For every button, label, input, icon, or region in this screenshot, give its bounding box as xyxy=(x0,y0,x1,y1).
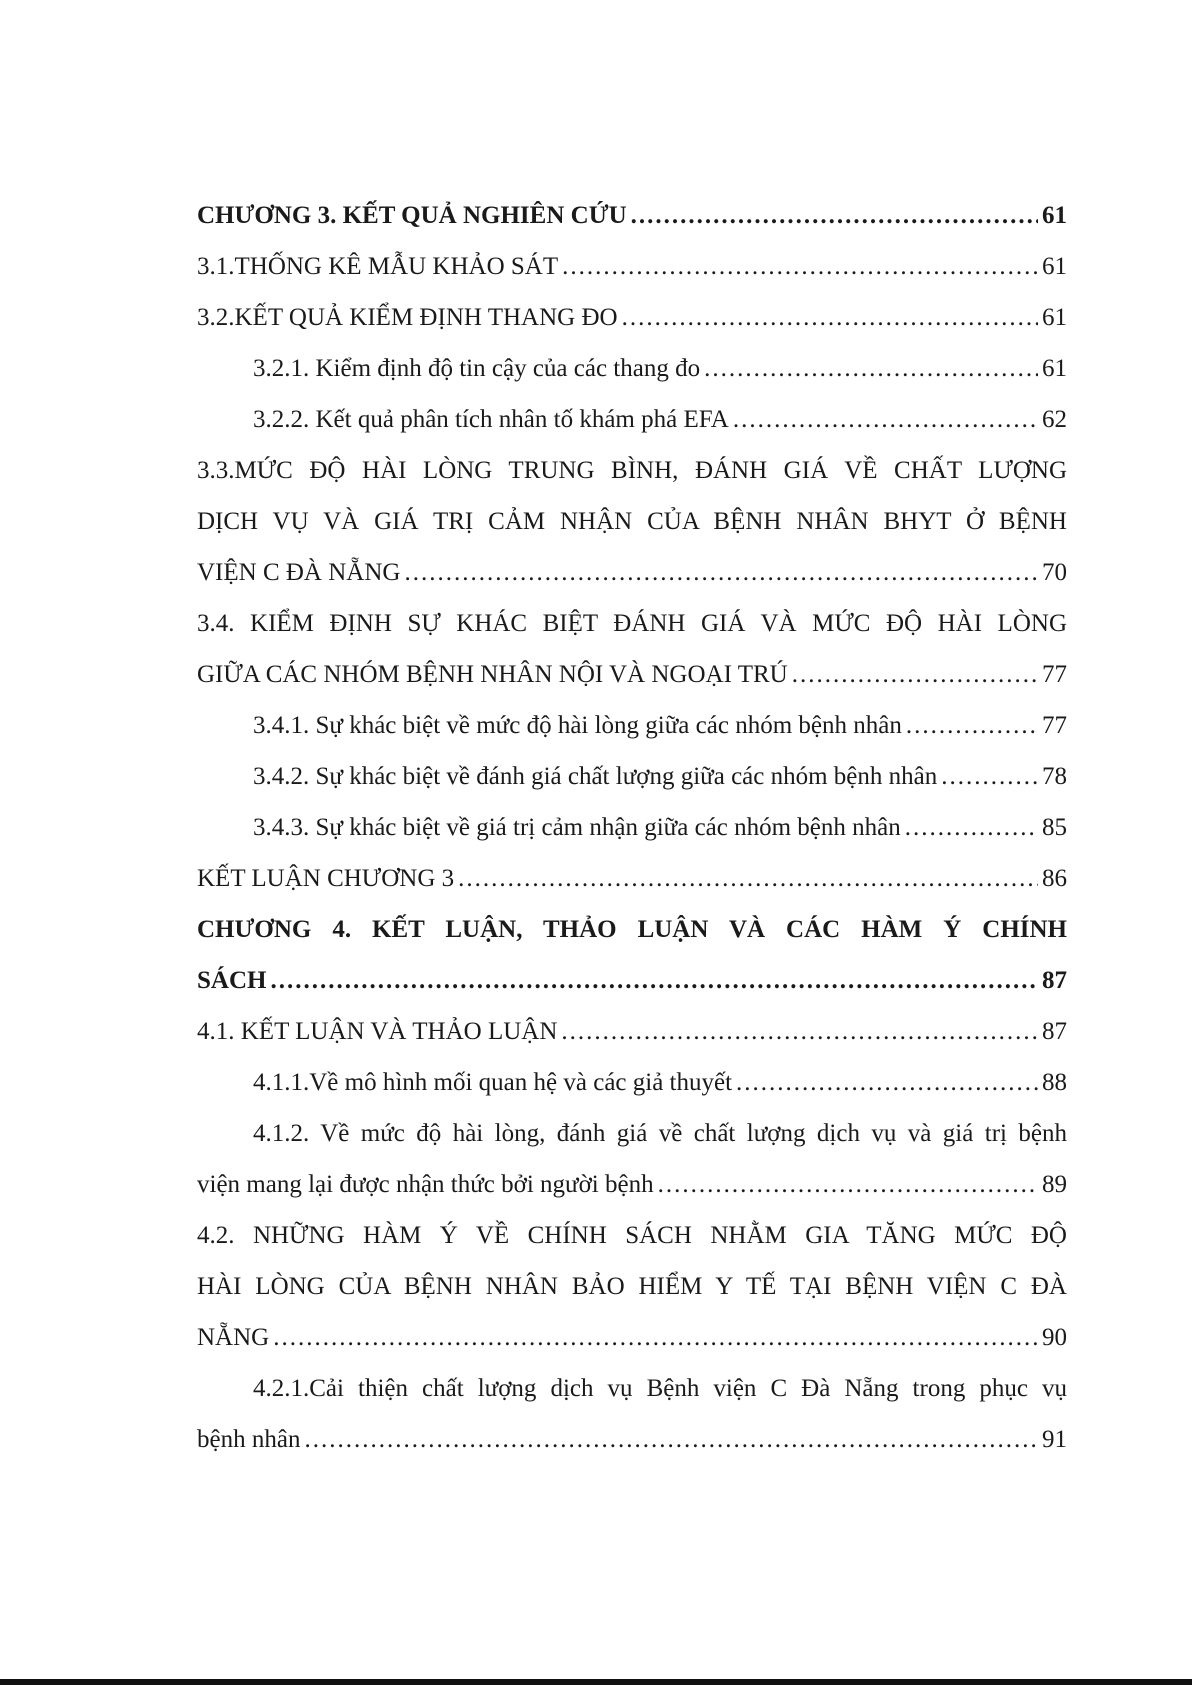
toc-entry[interactable] xyxy=(197,802,1067,853)
toc-entry[interactable] xyxy=(197,598,1067,700)
toc-entry-title-line: 4.2. NHỮNG HÀM Ý VỀ CHÍNH SÁCH NHẰM GIA TĂNG MỨC ĐỘ xyxy=(197,1222,1067,1249)
toc-entry[interactable] xyxy=(197,700,1067,751)
toc-page-number: 88 xyxy=(1042,1069,1067,1096)
toc-entry-title-line: 3.3.MỨC ĐỘ HÀI LÒNG TRUNG BÌNH, ĐÁNH GIÁ VỀ CHẤT LƯỢNG xyxy=(197,457,1067,484)
toc-entry[interactable] xyxy=(197,1210,1067,1363)
toc-entry-title: NẴNG xyxy=(197,1324,270,1351)
toc-page-number: 91 xyxy=(1042,1426,1067,1453)
toc-entry-line xyxy=(197,241,1067,292)
toc-entry-title: KẾT LUẬN CHƯƠNG 3 xyxy=(197,865,455,892)
toc-entry[interactable] xyxy=(197,445,1067,598)
dot-leader xyxy=(273,1312,1038,1363)
toc-entry[interactable] xyxy=(197,904,1067,1006)
toc-entry[interactable] xyxy=(197,1006,1067,1057)
toc-entry-line xyxy=(197,1057,1067,1108)
toc-page-number: 78 xyxy=(1042,763,1067,790)
toc-entry-line xyxy=(197,394,1067,445)
toc-entry-title-line: 3.4. KIỂM ĐỊNH SỰ KHÁC BIỆT ĐÁNH GIÁ VÀ MỨC ĐỘ HÀI LÒNG xyxy=(197,610,1067,637)
toc-entry-title: bệnh nhân xyxy=(197,1426,301,1453)
toc-entry-title: GIỮA CÁC NHÓM BỆNH NHÂN NỘI VÀ NGOẠI TRÚ xyxy=(197,661,788,688)
toc-page-number: 62 xyxy=(1042,406,1067,433)
toc-entry-line xyxy=(197,547,1067,598)
dot-leader xyxy=(304,1414,1038,1465)
toc-entry-title: 3.4.1. Sự khác biệt về mức độ hài lòng giữa các nhóm bệnh nhân xyxy=(253,712,902,739)
toc-entry-title: 4.1.1.Về mô hình mối quan hệ và các giả thuyết xyxy=(253,1069,733,1096)
toc-entry-title: 3.2.2. Kết quả phân tích nhân tố khám phá EFA xyxy=(253,406,729,433)
toc-page-number: 61 xyxy=(1042,202,1067,229)
toc-entry-title: 4.1. KẾT LUẬN VÀ THẢO LUẬN xyxy=(197,1018,558,1045)
dot-leader xyxy=(562,241,1038,292)
dot-leader xyxy=(906,700,1038,751)
toc-entry[interactable] xyxy=(197,853,1067,904)
dot-leader xyxy=(704,343,1038,394)
toc-entry-line xyxy=(197,1159,1067,1210)
toc-entry-line xyxy=(197,343,1067,394)
toc-entry-title: CHƯƠNG 3. KẾT QUẢ NGHIÊN CỨU xyxy=(197,202,627,229)
toc-entry-line xyxy=(197,190,1067,241)
toc-entry-title: 3.1.THỐNG KÊ MẪU KHẢO SÁT xyxy=(197,253,559,280)
toc-entry-line xyxy=(197,1414,1067,1465)
toc-entry-title-line: DỊCH VỤ VÀ GIÁ TRỊ CẢM NHẬN CỦA BỆNH NHÂN BHYT Ở BỆNH xyxy=(197,508,1067,535)
toc-page-number: 61 xyxy=(1042,355,1067,382)
toc-entry-line xyxy=(197,292,1067,343)
dot-leader xyxy=(458,853,1038,904)
dot-leader xyxy=(792,649,1038,700)
toc-entry-line xyxy=(197,700,1067,751)
toc-entry-title-line: HÀI LÒNG CỦA BỆNH NHÂN BẢO HIỂM Y TẾ TẠI BỆNH VIỆN C ĐÀ xyxy=(197,1273,1067,1300)
dot-leader xyxy=(733,394,1038,445)
toc-entry-title: VIỆN C ĐÀ NẴNG xyxy=(197,559,401,586)
toc-page-number: 87 xyxy=(1042,1018,1067,1045)
toc-page-number: 89 xyxy=(1042,1171,1067,1198)
toc-entry[interactable] xyxy=(197,751,1067,802)
dot-leader xyxy=(905,802,1038,853)
dot-leader xyxy=(561,1006,1038,1057)
toc-entry[interactable] xyxy=(197,394,1067,445)
page-bottom-border xyxy=(0,1679,1192,1685)
toc-entry-line xyxy=(197,751,1067,802)
toc-page-number: 85 xyxy=(1042,814,1067,841)
toc-page-number: 61 xyxy=(1042,253,1067,280)
toc-entry-title: 3.4.2. Sự khác biệt về đánh giá chất lượng giữa các nhóm bệnh nhân xyxy=(253,763,938,790)
toc-entry[interactable] xyxy=(197,1057,1067,1108)
toc-entry-title: 3.2.KẾT QUẢ KIỂM ĐỊNH THANG ĐO xyxy=(197,304,618,331)
toc-entry[interactable] xyxy=(197,190,1067,241)
toc-entry[interactable] xyxy=(197,292,1067,343)
toc-page-number: 90 xyxy=(1042,1324,1067,1351)
dot-leader xyxy=(658,1159,1038,1210)
dot-leader xyxy=(736,1057,1038,1108)
toc-entry[interactable] xyxy=(197,1108,1067,1210)
toc-entry-title-line: CHƯƠNG 4. KẾT LUẬN, THẢO LUẬN VÀ CÁC HÀM Ý CHÍNH xyxy=(197,916,1067,943)
toc-page-number: 77 xyxy=(1042,661,1067,688)
toc-page-number: 77 xyxy=(1042,712,1067,739)
dot-leader xyxy=(270,955,1038,1006)
table-of-contents xyxy=(197,190,1067,1465)
toc-entry-line xyxy=(197,955,1067,1006)
dot-leader xyxy=(404,547,1038,598)
toc-entry-line xyxy=(197,1312,1067,1363)
toc-entry-title: 3.2.1. Kiểm định độ tin cậy của các thang đo xyxy=(253,355,701,382)
toc-page-number: 86 xyxy=(1042,865,1067,892)
dot-leader xyxy=(622,292,1038,343)
toc-page-number: 70 xyxy=(1042,559,1067,586)
toc-entry[interactable] xyxy=(197,343,1067,394)
dot-leader xyxy=(631,190,1038,241)
toc-entry-title: SÁCH xyxy=(197,967,267,994)
toc-entry-title-line: 4.1.2. Về mức độ hài lòng, đánh giá về chất lượng dịch vụ và giá trị bệnh xyxy=(253,1120,1067,1147)
toc-entry-line xyxy=(197,802,1067,853)
toc-entry-title-line: 4.2.1.Cải thiện chất lượng dịch vụ Bệnh viện C Đà Nẵng trong phục vụ xyxy=(253,1375,1067,1402)
toc-entry-line xyxy=(197,1006,1067,1057)
toc-page-number: 87 xyxy=(1042,967,1067,994)
toc-entry[interactable] xyxy=(197,1363,1067,1465)
toc-entry-title: 3.4.3. Sự khác biệt về giá trị cảm nhận giữa các nhóm bệnh nhân xyxy=(253,814,901,841)
dot-leader xyxy=(941,751,1038,802)
toc-entry-line xyxy=(197,649,1067,700)
toc-entry-title: viện mang lại được nhận thức bởi người bệnh xyxy=(197,1171,654,1198)
toc-page-number: 61 xyxy=(1042,304,1067,331)
toc-entry[interactable] xyxy=(197,241,1067,292)
toc-entry-line xyxy=(197,853,1067,904)
